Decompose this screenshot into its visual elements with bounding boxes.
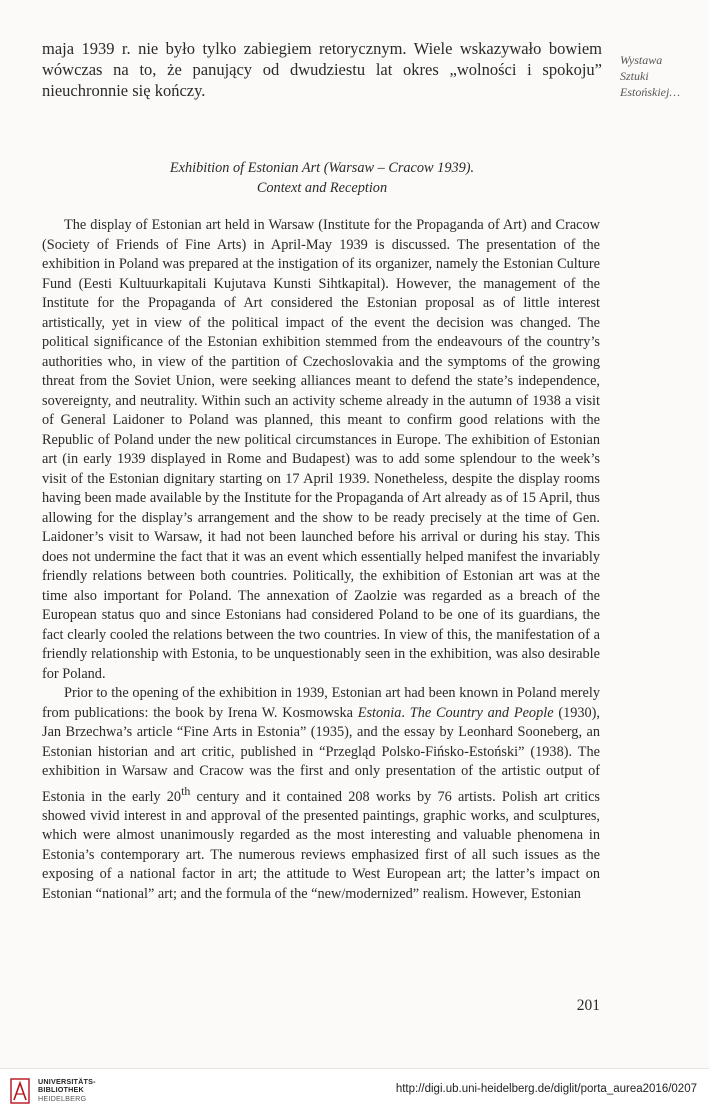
source-url-link[interactable]: http://digi.ub.uni-heidelberg.de/diglit/porta_aurea2016/0207 xyxy=(395,1083,697,1095)
library-logo[interactable] xyxy=(10,1077,120,1107)
p2-text-c: century and it contained 208 works by 76 artists. Polish art critics showed vivid interest in and approval of the presented paintings, graphic works, and sculptures, which were almost unanimously regarded as the most interesting and valuable phenomena in Estonia’s contemporary art. The numerous reviews emphasized first of all such issues as the exposing of a national factor in art; the attitude to West European art; the latter’s impact on Estonian “national” art; and the formula of the “new/modernized” realism. However, Estonian xyxy=(42,788,600,902)
ordinal-suffix: th xyxy=(181,783,191,798)
logo-line-3: HEIDELBERG xyxy=(38,1093,87,1103)
logo-line-1: UNIVERSITÄTS- xyxy=(38,1077,96,1086)
library-seal-icon xyxy=(10,1077,34,1105)
heading-line-2: Context and Reception xyxy=(256,180,388,196)
abstract-paragraph-1: The display of Estonian art held in Warsaw (Institute for the Propaganda of Art) and Cracow (Society of Friends of Fine Arts) in April-May 1939 is discussed. The presentation of the exhibition in Poland was prepared at the instigation of its organizer, namely the Estonian Culture Fund (Eesti Kultuurkapitali Kujutava Kunsti Sihtkapital). However, the management of the Institute for the Propaganda of Art considered the Estonian proposal as of little interest artistically, yet in view of the political impact of the event the decision was changed. The political significance of the Estonian exhibition stemmed from the endeavours of the country’s authorities who, in view of the partition of Czechoslovakia and the symptoms of the growing threat from the Soviet Union, were seeking alliances meant to defend the state’s independence, sovereignty, and neutrality. Within such an activity scheme already in the autumn of 1938 a visit of General Laidoner to Poland was planned, this meant to confirm good relations with the Republic of Poland under the new political circumstances in Europe. The exhibition of Estonian art (in early 1939 displayed in Rome and Budapest) was to add some splendour to the week’s visit of the Estonian dignitary starting on 17 April 1939. Nonetheless, despite the display rooms having been made available by the Institute for the Propaganda of Art already as of 15 April, thus allowing for the display’s arrangement and the show to be ready precisely at the time of Gen. Laidoner’s visit to Warsaw, it had not been launched before his arrival or during his stay. This does not undermine the fact that it was an event which essentially helped manifest the invariably friendly relations between both countries. Politically, the exhibition of Estonian art was at the time also important for Poland. The annexation of Zaolzie was regarded as a breach of the European status quo and since Estonians had considered Poland to be one of its guardians, the fact clearly cooled the relations between the two countries. In view of this, the manifestation of a friendly relationship with Estonia, to be unquestionably seen in the exhibition, was also desirable for Poland. xyxy=(42,217,600,682)
intro-text: maja 1939 r. nie było tylko zabiegiem retorycznym. Wiele wskazywało bowiem wówczas na to, że panujący od dwudziestu lat okres „wolności i spokoju” nieuchronnie się kończy. xyxy=(42,39,602,100)
intro-paragraph xyxy=(42,38,602,101)
book-title-estonia: Estonia xyxy=(357,704,402,721)
margin-line-2: Sztuki xyxy=(620,69,649,83)
page-number: 201 xyxy=(576,997,600,1014)
library-name xyxy=(38,1078,96,1103)
book-subtitle: The Country and People xyxy=(409,704,554,721)
margin-running-title xyxy=(620,52,706,100)
article-heading xyxy=(42,158,602,198)
logo-line-2: BIBLIOTHEK xyxy=(38,1085,84,1095)
p2-dot: . xyxy=(401,704,410,721)
footer-bar xyxy=(0,1068,709,1112)
heading-line-1: Exhibition of Estonian Art (Warsaw – Cracow 1939). xyxy=(169,160,475,176)
margin-line-3: Estońskiej… xyxy=(620,85,680,99)
margin-line-1: Wystawa xyxy=(620,53,663,67)
abstract-paragraph-2 xyxy=(42,684,600,904)
abstract-body xyxy=(42,216,600,904)
p2-text-b: (1930), Jan Brzechwa’s article “Fine Arts in Estonia” (1935), and the essay by Leonhard Sooneberg, an Estonian historian and art critic, published in “Przegląd Polsko-Fińsko-Estoński” (1938). The exhibition in Warsaw and Cracow was the first and only presentation of the artistic output of Estonia in the early 20 xyxy=(42,704,601,805)
p2-text-a: Prior to the opening of the exhibition in 1939, Estonian art had been known in Poland merely from publications: the book by Irena W. Kosmowska xyxy=(42,685,600,721)
